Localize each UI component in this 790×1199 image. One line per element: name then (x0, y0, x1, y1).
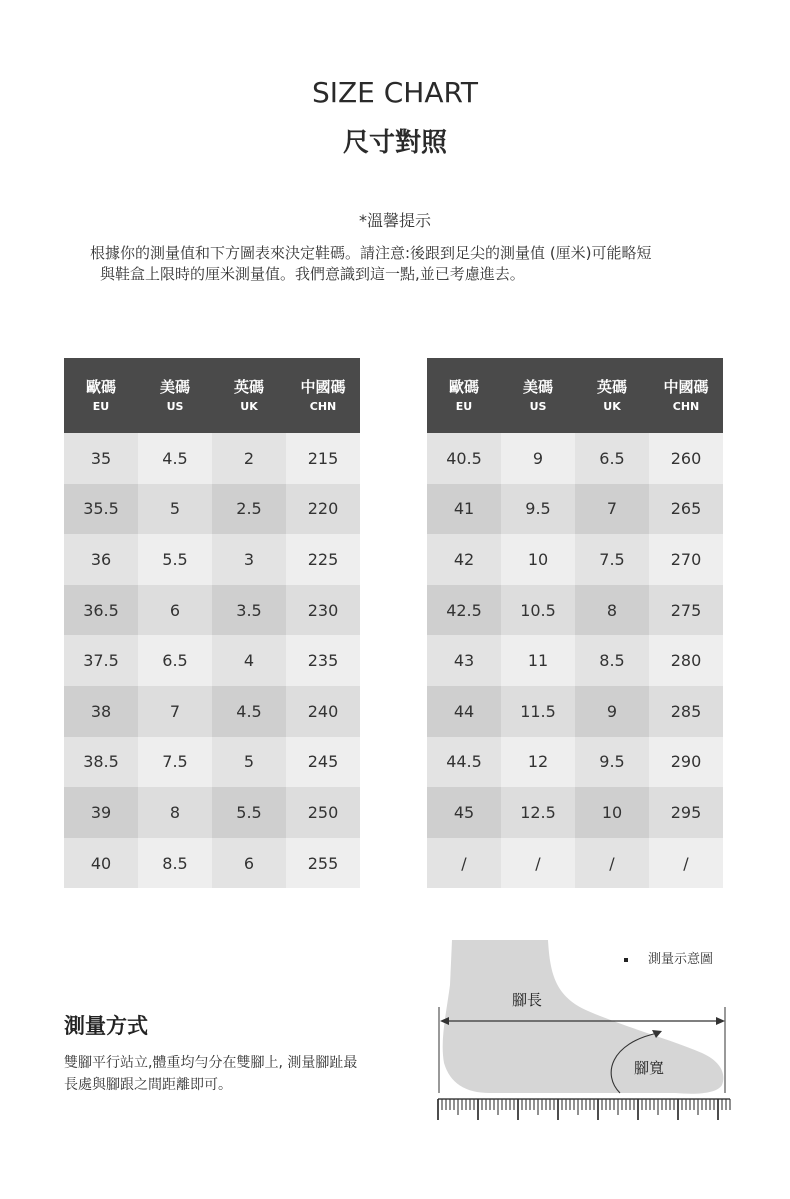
table-cell: 245 (286, 737, 360, 788)
table-cell: / (649, 838, 723, 889)
ruler (438, 1099, 730, 1120)
table-row (64, 787, 360, 838)
arrow-head-right (716, 1017, 725, 1025)
header-label: 歐碼 (85, 377, 116, 396)
table-cell: 45 (427, 787, 501, 838)
table-cell: 44 (427, 686, 501, 737)
table-cell: 42 (427, 534, 501, 585)
table-row (427, 534, 723, 585)
foot-diagram (430, 935, 740, 1130)
length-label: 腳長 (512, 991, 543, 1009)
table-row (427, 433, 723, 484)
table-cell: 37.5 (64, 635, 138, 686)
header-label: 歐碼 (448, 377, 479, 396)
table-cell: 7 (575, 484, 649, 535)
table-cell: 265 (649, 484, 723, 535)
table-cell: 8.5 (575, 635, 649, 686)
header-label: 美碼 (522, 377, 553, 396)
table-cell: 12 (501, 737, 575, 788)
table-cell: 10 (575, 787, 649, 838)
header-chn (649, 358, 723, 433)
table-cell: 270 (649, 534, 723, 585)
tip-line-2: 與鞋盒上限時的厘米測量值。我們意識到這一點,並已考慮進去。 (100, 265, 525, 283)
table-cell: 280 (649, 635, 723, 686)
size-table-right (427, 358, 723, 888)
title-en: SIZE CHART (311, 76, 479, 109)
table-cell: 42.5 (427, 585, 501, 636)
table-cell: 10 (501, 534, 575, 585)
table-row (64, 534, 360, 585)
header-sub: EU (455, 399, 473, 413)
table-cell: 215 (286, 433, 360, 484)
table-cell: 43 (427, 635, 501, 686)
table-cell: 220 (286, 484, 360, 535)
width-label: 腳寬 (634, 1059, 665, 1077)
foot-silhouette (443, 940, 724, 1094)
header-eu (64, 358, 138, 433)
table-cell: 6 (212, 838, 286, 889)
table-cell: 5.5 (212, 787, 286, 838)
table-cell: 39 (64, 787, 138, 838)
header-sub: UK (240, 399, 258, 413)
table-cell: 41 (427, 484, 501, 535)
table-header-row (427, 358, 723, 433)
header-sub: CHN (309, 399, 337, 413)
table-cell: 250 (286, 787, 360, 838)
header-sub: EU (92, 399, 110, 413)
table-cell: 8 (575, 585, 649, 636)
title-zh: 尺寸對照 (342, 128, 447, 158)
header-us (501, 358, 575, 433)
header-sub: US (166, 399, 184, 413)
table-cell: 235 (286, 635, 360, 686)
header-uk (212, 358, 286, 433)
table-cell: 44.5 (427, 737, 501, 788)
header-us (138, 358, 212, 433)
table-cell: 7.5 (575, 534, 649, 585)
table-cell: 8.5 (138, 838, 212, 889)
table-cell: 7 (138, 686, 212, 737)
table-cell: 260 (649, 433, 723, 484)
table-cell: 35 (64, 433, 138, 484)
table-row (427, 787, 723, 838)
table-cell: 12.5 (501, 787, 575, 838)
table-row (64, 433, 360, 484)
header-sub: CHN (672, 399, 700, 413)
table-cell: 4 (212, 635, 286, 686)
table-cell: 9.5 (501, 484, 575, 535)
table-row (427, 737, 723, 788)
header-label: 中國碼 (300, 377, 346, 396)
table-cell: 255 (286, 838, 360, 889)
table-cell: 295 (649, 787, 723, 838)
table-cell: 10.5 (501, 585, 575, 636)
table-cell: 240 (286, 686, 360, 737)
table-row (64, 686, 360, 737)
table-cell: 5 (212, 737, 286, 788)
table-cell: 6.5 (575, 433, 649, 484)
table-cell: 275 (649, 585, 723, 636)
header-sub: US (529, 399, 547, 413)
table-cell: 9 (575, 686, 649, 737)
table-cell: 36.5 (64, 585, 138, 636)
table-cell: 2 (212, 433, 286, 484)
table-cell: 3.5 (212, 585, 286, 636)
table-cell: 11 (501, 635, 575, 686)
table-cell: 5 (138, 484, 212, 535)
header-uk (575, 358, 649, 433)
tip-line-1: 根據你的測量值和下方圖表來決定鞋碼。請注意:後跟到足尖的測量值 (厘米)可能略短 (90, 244, 652, 262)
table-cell: 285 (649, 686, 723, 737)
table-cell: / (427, 838, 501, 889)
table-row (427, 585, 723, 636)
table-row (427, 686, 723, 737)
table-cell: 9 (501, 433, 575, 484)
table-cell: 2.5 (212, 484, 286, 535)
table-cell: 7.5 (138, 737, 212, 788)
table-cell: 230 (286, 585, 360, 636)
table-row (427, 838, 723, 889)
table-row (64, 635, 360, 686)
header-label: 英碼 (596, 377, 627, 396)
table-cell: 11.5 (501, 686, 575, 737)
table-cell: / (501, 838, 575, 889)
header-label: 英碼 (233, 377, 264, 396)
table-cell: / (575, 838, 649, 889)
size-table-left (64, 358, 360, 888)
tip-heading: *溫馨提示 (358, 211, 431, 230)
table-cell: 35.5 (64, 484, 138, 535)
header-eu (427, 358, 501, 433)
table-row (64, 585, 360, 636)
table-cell: 5.5 (138, 534, 212, 585)
table-cell: 36 (64, 534, 138, 585)
header-sub: UK (603, 399, 621, 413)
header-label: 中國碼 (663, 377, 709, 396)
table-cell: 3 (212, 534, 286, 585)
measure-text: 雙腳平行站立,體重均勻分在雙腳上, 測量腳趾最長處與腳跟之間距離即可。 (64, 1055, 358, 1093)
table-cell: 6.5 (138, 635, 212, 686)
table-cell: 40.5 (427, 433, 501, 484)
table-row (427, 635, 723, 686)
table-row (64, 484, 360, 535)
header-label: 美碼 (159, 377, 190, 396)
table-cell: 4.5 (212, 686, 286, 737)
header-chn (286, 358, 360, 433)
legend-label: 測量示意圖 (648, 952, 714, 967)
table-cell: 225 (286, 534, 360, 585)
table-row (64, 838, 360, 889)
table-header-row (64, 358, 360, 433)
table-cell: 9.5 (575, 737, 649, 788)
table-cell: 290 (649, 737, 723, 788)
table-row (427, 484, 723, 535)
table-row (64, 737, 360, 788)
table-cell: 4.5 (138, 433, 212, 484)
table-cell: 40 (64, 838, 138, 889)
measure-title: 測量方式 (64, 1014, 148, 1038)
table-cell: 38 (64, 686, 138, 737)
table-cell: 6 (138, 585, 212, 636)
tip-body (90, 243, 710, 285)
table-cell: 8 (138, 787, 212, 838)
table-cell: 38.5 (64, 737, 138, 788)
